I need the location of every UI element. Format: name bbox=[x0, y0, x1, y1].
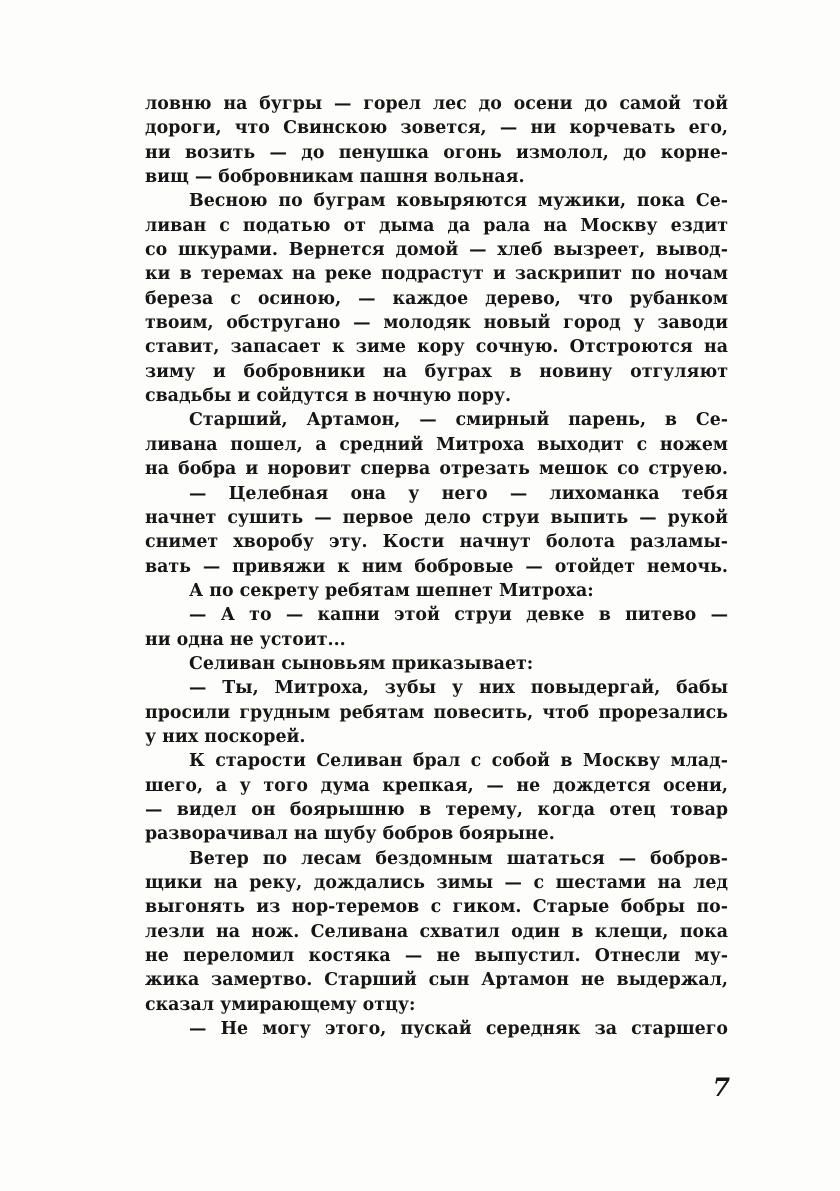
text-line: К старости Селиван брал с собой в Москву млад- bbox=[189, 751, 728, 772]
text-line: снимет хворобу эту. Кости начнут болота разламы- bbox=[145, 532, 728, 553]
text-line: разворачивал на шубу бобров боярыне. bbox=[145, 824, 555, 845]
text-line: вать — привяжи к ним бобровые — отойдет немочь. bbox=[145, 556, 728, 577]
text-line: ливан с податью от дыма да рала на Москву ездит bbox=[145, 215, 728, 236]
text-line: не переломил костяка — не выпустил. Отнесли му- bbox=[145, 946, 728, 967]
text-line: выгонять из нор-теремов с гиком. Старые бобры по- bbox=[145, 897, 728, 918]
text-line: Старший, Артамон, — смирный парень, в Се- bbox=[189, 410, 728, 431]
text-line: свадьбы и сойдутся в ночную пору. bbox=[145, 386, 512, 407]
text-line: твоим, обстругано — молодяк новый город у заводи bbox=[145, 313, 728, 334]
text-line: — видел он боярышню в терему, когда отец товар bbox=[145, 799, 728, 820]
text-line: жика замертво. Старший сын Артамон не выдержал, bbox=[145, 970, 728, 991]
text-line: просили грудным ребятам повесить, чтоб прорезались bbox=[145, 702, 728, 723]
page-number: 7 bbox=[712, 1073, 730, 1102]
text-line: лезли на нож. Селивана схватил один в клещи, пока bbox=[145, 921, 728, 942]
text-line: со шкурами. Вернется домой — хлеб вызреет, вывод- bbox=[145, 240, 728, 261]
text-line: — Ты, Митроха, зубы у них повыдергай, бабы bbox=[189, 678, 728, 699]
text-line: Ветер по лесам бездомным шататься — бобров- bbox=[189, 848, 728, 869]
text-line: шего, а у того дума крепкая, — не дождется осени, bbox=[145, 775, 728, 796]
text-line: ки в теремах на реке подрастут и заскрипит по ночам bbox=[145, 264, 728, 285]
text-line: береза с осиною, — каждое дерево, что рубанком bbox=[145, 288, 728, 309]
text-line: Весною по буграм ковыряются мужики, пока Се- bbox=[189, 191, 728, 212]
text-line: А по секрету ребятам шепнет Митроха: bbox=[189, 580, 594, 601]
text-line: ливана пошел, а средний Митроха выходит с ножем bbox=[145, 434, 728, 455]
text-line: ловню на бугры — горел лес до осени до самой той bbox=[145, 94, 728, 114]
text-line: Селиван сыновьям приказывает: bbox=[189, 653, 534, 674]
text-line: дороги, что Свинскою зовется, — ни корчевать его, bbox=[145, 118, 728, 139]
text-line: зиму и бобровники на буграх в новину отгуляют bbox=[145, 361, 728, 382]
text-line: ставит, запасает к зиме кору сочную. Отстроются на bbox=[145, 337, 728, 358]
text-line: ни одна не устоит... bbox=[145, 629, 346, 650]
text-line: — А то — капни этой струи девке в питево — bbox=[189, 605, 728, 626]
text-line: ни возить — до пенушка огонь измолол, до корне- bbox=[145, 142, 728, 163]
text-line: на бобра и норовит сперва отрезать мешок со струею. bbox=[145, 459, 728, 480]
text-line: — Целебная она у него — лихоманка тебя bbox=[189, 483, 728, 504]
text-line: начнет сушить — первое дело струи выпить — рукой bbox=[145, 507, 728, 528]
text-line: у них поскорей. bbox=[145, 726, 306, 747]
body-text bbox=[145, 92, 728, 1041]
text-line: сказал умирающему отцу: bbox=[145, 994, 416, 1015]
text-line: — Не могу этого, пускай середняк за старшего bbox=[189, 1019, 728, 1040]
text-line: вищ — бобровникам пашня вольная. bbox=[145, 167, 525, 188]
text-line: щики на реку, дождались зимы — с шестами на лед bbox=[145, 873, 728, 893]
